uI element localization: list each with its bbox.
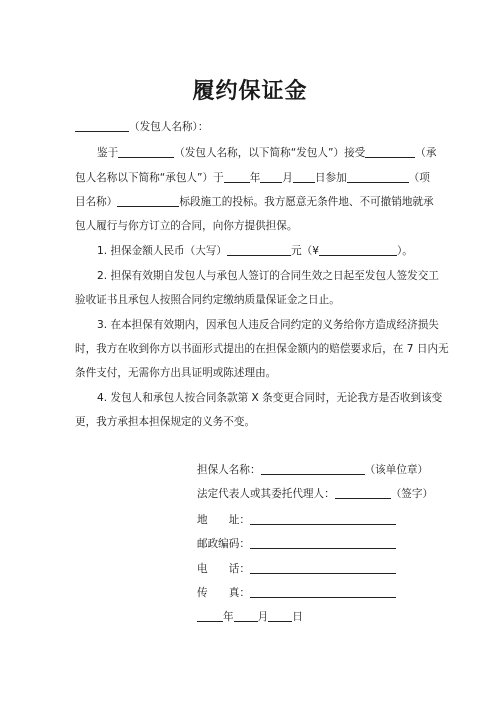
clause-4-line-2: 更，我方承担本担保规定的义务不变。	[75, 416, 256, 428]
bid-month-blank[interactable]	[260, 170, 282, 183]
postcode-blank[interactable]	[250, 536, 396, 549]
clause-3-line-3: 条件支付，无需你方出具证明或陈述理由。	[75, 367, 277, 379]
phone-line: 电 话：	[197, 561, 396, 576]
clause-2-line-2: 验收证书且承包人按照合同约定缴纳质量保证金之日止。	[75, 294, 340, 306]
fax-blank[interactable]	[250, 585, 396, 598]
date-line: 年 月 日	[197, 609, 303, 624]
postcode-line: 邮政编码：	[197, 536, 396, 551]
intro-line-3: 目名称） 标段施工的投标。我方愿意无条件地、不可撤销地就承	[75, 196, 434, 208]
sign-day-blank[interactable]	[268, 609, 292, 622]
representative-line: 法定代表人或其委托代理人： （签字）	[197, 488, 434, 500]
fax-line: 传 真：	[197, 585, 396, 600]
clause-4-line-1: 4. 发包人和承包人按合同条款第 X 条变更合同时，无论我方是否收到该变	[97, 392, 443, 404]
address-line: 地 址：	[197, 512, 396, 527]
addressee-suffix: （发包人名称）：	[129, 121, 209, 133]
addressee-blank[interactable]	[75, 119, 129, 132]
contractor-blank[interactable]	[365, 145, 415, 158]
bid-day-blank[interactable]	[293, 170, 315, 183]
employer-blank[interactable]	[118, 145, 174, 158]
clause-2-line-1: 2. 担保有效期自发包人与承包人签订的合同生效之日起至发包人签发交工	[97, 270, 439, 282]
phone-blank[interactable]	[250, 561, 396, 574]
sign-month-blank[interactable]	[234, 609, 258, 622]
sign-year-blank[interactable]	[197, 609, 223, 622]
addressee-line	[75, 119, 430, 134]
project-blank[interactable]	[347, 170, 409, 183]
intro-line-2: 包人名称以下简称“承包人”）于 年 月 日参加 （项	[75, 172, 430, 184]
representative-blank[interactable]	[335, 486, 391, 499]
address-blank[interactable]	[250, 512, 396, 525]
intro-line-4: 包人履行与你方订立的合同，向你方提供担保。	[75, 220, 298, 232]
section-blank[interactable]	[117, 194, 179, 207]
clause-1: 1. 担保金额人民币（大写） 元（¥ ）。	[97, 245, 413, 257]
amount-figures-blank[interactable]	[319, 243, 397, 256]
clause-3-line-1: 3. 在本担保有效期内，因承包人违反合同约定的义务给你方造成经济损失	[97, 319, 439, 331]
bid-year-blank[interactable]	[224, 170, 250, 183]
guarantor-line: 担保人名称： （该单位章）	[197, 464, 429, 476]
amount-words-blank[interactable]	[227, 243, 291, 256]
clause-3-line-2: 时，我方在收到你方以书面形式提出的在担保金额内的赔偿要求后，在 7 日内无	[75, 343, 449, 355]
document-title: 履约保证金	[192, 79, 308, 104]
guarantor-blank[interactable]	[261, 462, 365, 475]
intro-line-1: 鉴于 （发包人名称，以下简称“发包人”）接受 （承	[97, 147, 437, 159]
